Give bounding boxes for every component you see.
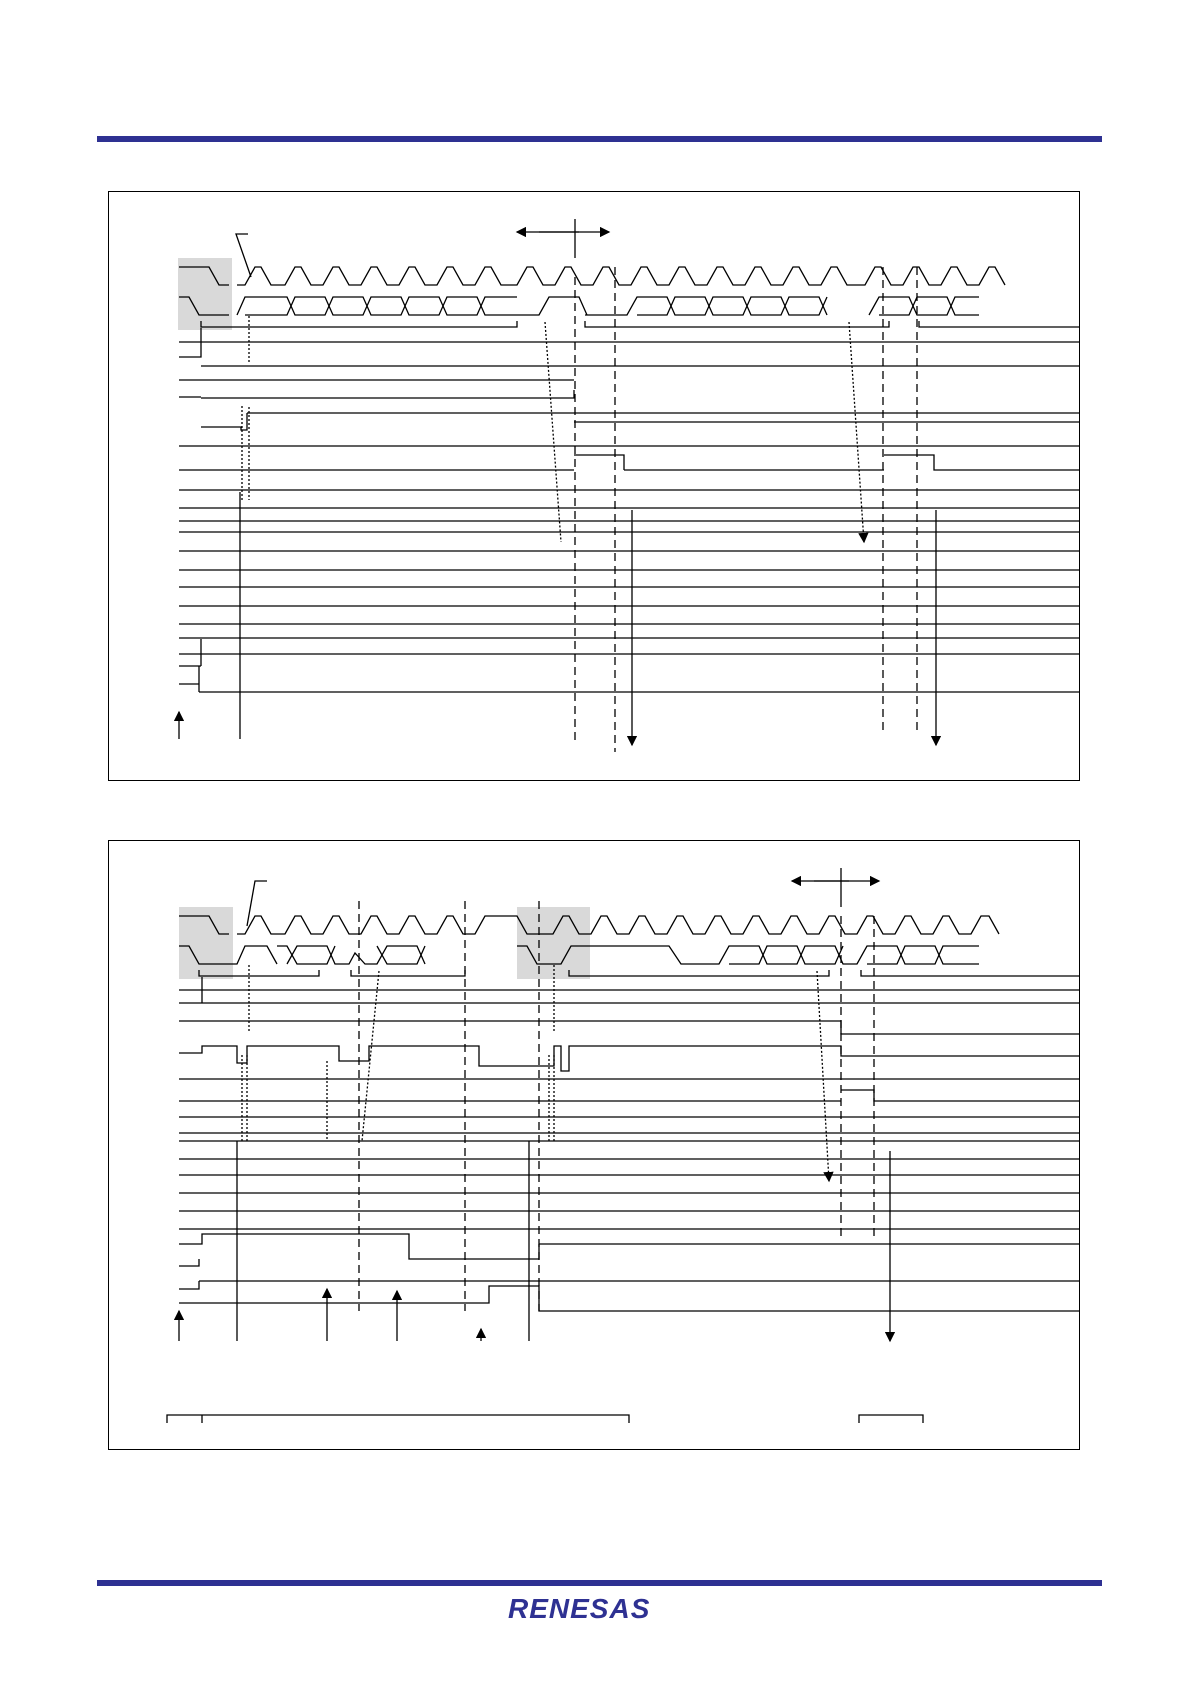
highlight-box: [517, 907, 590, 979]
highlight-box: [178, 258, 232, 330]
data-bus: [179, 297, 979, 315]
highlight-box: [179, 907, 233, 979]
footer-rule: [97, 1580, 1102, 1586]
signal-lines: [179, 328, 1079, 692]
renesas-logo: [508, 1590, 688, 1626]
clock-signal: [179, 267, 1005, 285]
header-rule: [97, 136, 1102, 142]
signal-lines: [179, 977, 1079, 1311]
timing-diagram-1-frame: [108, 191, 1080, 781]
timing-diagram-2: [109, 841, 1081, 1451]
svg-text:RENESAS: RENESAS: [508, 1593, 651, 1624]
timing-diagram-1: [109, 192, 1081, 782]
timing-diagram-2-frame: [108, 840, 1080, 1450]
